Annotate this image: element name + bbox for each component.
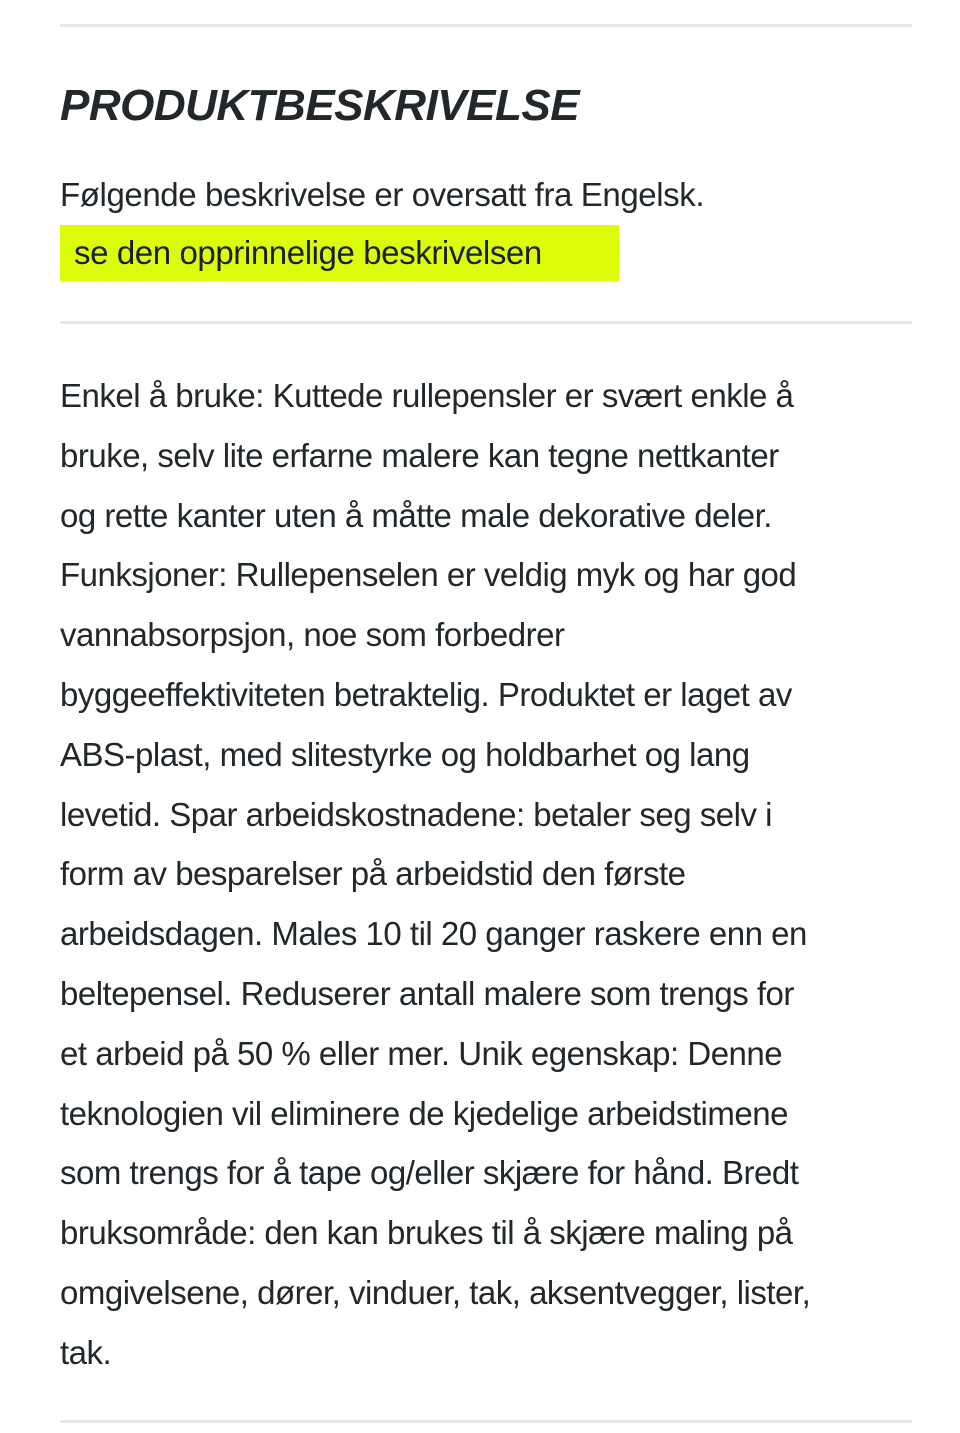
description-line: omgivelsene, dører, vinduer, tak, aksentvegger, lister, <box>60 1273 811 1311</box>
description-line: levetid. Spar arbeidskostnadene: betaler seg selv i <box>60 795 772 833</box>
description-line: bruksområde: den kan brukes til å skjære maling på <box>60 1214 793 1252</box>
top-divider <box>60 24 912 27</box>
bottom-divider <box>60 1420 912 1423</box>
description-line: teknologien vil eliminere de kjedelige arbeidstimene <box>60 1094 788 1132</box>
description-line: byggeeffektiviteten betraktelig. Produktet er laget av <box>60 675 792 713</box>
description-line: et arbeid på 50 % eller mer. Unik egenskap: Denne <box>60 1034 783 1072</box>
section-title: PRODUKTBESKRIVELSE <box>60 81 580 130</box>
description-line: bruke, selv lite erfarne malere kan tegne nettkanter <box>60 436 779 474</box>
description-line: ABS-plast, med slitestyrke og holdbarhet og lang <box>60 735 750 773</box>
description-line: form av besparelser på arbeidstid den første <box>60 855 686 893</box>
description-line: tak. <box>60 1333 112 1371</box>
description-line: og rette kanter uten å måtte male dekorative deler. <box>60 496 772 534</box>
description-line: vannabsorpsjon, noe som forbedrer <box>60 616 565 654</box>
description-line: Enkel å bruke: Kuttede rullepensler er svært enkle å <box>60 377 794 414</box>
see-original-description-link[interactable]: se den opprinnelige beskrivelsen <box>60 225 619 281</box>
description-line: beltepensel. Reduserer antall malere som trengs for <box>60 974 794 1012</box>
description-line: Funksjoner: Rullepenselen er veldig myk og har god <box>60 556 797 594</box>
translation-note: Følgende beskrivelse er oversatt fra Engelsk. <box>60 176 705 213</box>
description-line: arbeidsdagen. Males 10 til 20 ganger raskere enn en <box>60 915 807 953</box>
middle-divider <box>60 321 912 324</box>
description-line: som trengs for å tape og/eller skjære for hånd. Bredt <box>60 1154 799 1192</box>
product-description <box>60 366 920 1383</box>
